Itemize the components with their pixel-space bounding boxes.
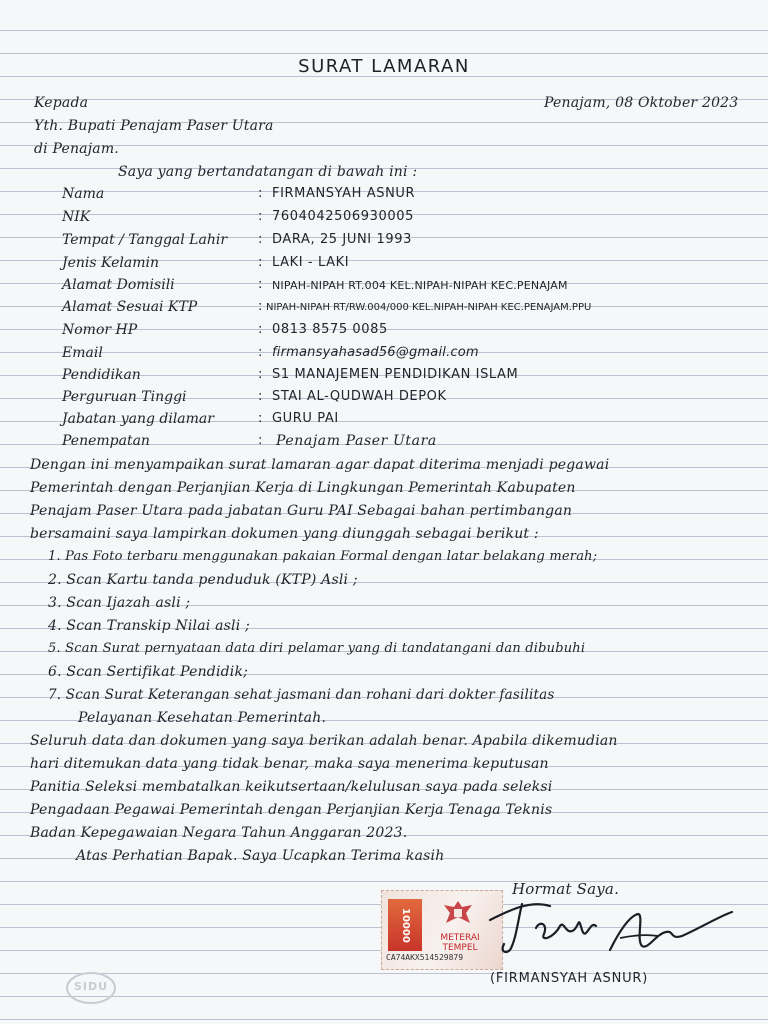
body-line: Pemerintah dengan Perjanjian Kerja di Lingkungan Pemerintah Kabupaten: [30, 480, 576, 496]
field-label: Jabatan yang dilamar: [62, 411, 214, 427]
field-label: Tempat / Tanggal Lahir: [62, 232, 228, 248]
stamp-serial: CA74AKX514529879: [386, 953, 464, 962]
field-label: Perguruan Tinggi: [62, 389, 187, 405]
list-item: 2. Scan Kartu tanda penduduk (KTP) Asli ;: [48, 572, 358, 588]
field-value-perguruan: STAI AL-QUDWAH DEPOK: [272, 389, 447, 404]
addressee-kepada: Kepada: [34, 95, 89, 111]
field-label: Jenis Kelamin: [62, 255, 159, 271]
stamp-value: 10000: [388, 899, 422, 951]
field-value-penempatan: Penajam Paser Utara: [276, 433, 437, 449]
closing-line: Panitia Seleksi membatalkan keikutsertaan/kelulusan saya pada seleksi: [30, 779, 553, 795]
field-value-domisili: NIPAH-NIPAH RT.004 KEL.NIPAH-NIPAH KEC.PENAJAM: [272, 279, 568, 292]
thanks-line: Atas Perhatian Bapak. Saya Ucapkan Terima kasih: [76, 848, 445, 864]
stamp-label: METERAI TEMPEL: [440, 933, 480, 953]
handwritten-letter-page: SURAT LAMARAN Kepada Penajam, 08 Oktober 2023 Yth. Bupati Penajam Paser Utara di Penajam. Saya yang bertandatangan di bawah ini : Nama : FIRMANSYAH ASNUR NIK : 7604042506930005 Tempat / Tanggal Lahir : DARA, 25 JUNI 1993 Jenis Kelamin : LAKI - LAKI Alamat Domisili : NIPAH-NIPAH RT.004 KEL.NIPAH-NIPAH KEC.PENAJAM Alamat Sesuai KTP : NIPAH-NIPAH RT/RW.004/000 KEL.NIPAH-NIPAH KEC.PENAJAM.PPU Nomor HP : 0813 8575 0085 Email : firmansyahasad56@gmail.com Pendidikan : S1 MANAJEMEN PENDIDIKAN ISLAM Perguruan Tinggi : STAI AL-QUDWAH DEPOK Jabatan yang dilamar : GURU PAI Penempatan : Penajam Paser Utara Dengan ini menyampaikan surat lamaran agar dapat diterima menjadi pegawai Pemerintah dengan Perjanjian Kerja di Lingkungan Pemerintah Kabupaten Penajam Paser Utara pada jabatan Guru PAI Sebagai bahan pertimbangan bersamaini saya lampirkan dokumen yang diunggah sebagai berikut : 1. Pas Foto terbaru menggunakan pakaian Formal dengan latar belakang merah; 2. Scan Kartu tanda penduduk (KTP) Asli ; 3. Scan Ijazah asli ; 4. Scan Transkip Nilai asli ; 5. Scan Surat pernyataan data diri pelamar yang di tandatangani dan dibubuhi 6. Scan Sertifikat Pendidik; 7. Scan Surat Keterangan sehat jasmani dan rohani dari dokter fasilitas Pelayanan Kesehatan Pemerintah. Seluruh data dan dokumen yang saya berikan adalah benar. Apabila dikemudian hari ditemukan data yang tidak benar, maka saya menerima keputusan Panitia Seleksi membatalkan keikutsertaan/kelulusan saya pada seleksi Pengadaan Pegawai Pemerintah dengan Perjanjian Kerja Tenaga Teknis Badan Kepegawaian Negara Tahun Anggaran 2023. Atas Perhatian Bapak. Saya Ucapkan Terima kasih Hormat Saya. 10000 METERAI TEMPEL CA74AKX514529879 (FIRMANSYAH ASNUR) SIDU: [0, 0, 768, 1024]
recipient-location: di Penajam.: [34, 141, 119, 157]
place-date: Penajam, 08 Oktober 2023: [544, 95, 739, 111]
list-item: 4. Scan Transkip Nilai asli ;: [48, 618, 250, 634]
field-value-alamat-ktp: NIPAH-NIPAH RT/RW.004/000 KEL.NIPAH-NIPAH KEC.PENAJAM.PPU: [266, 302, 592, 313]
watermark-logo: [64, 970, 118, 1006]
recipient: Yth. Bupati Penajam Paser Utara: [34, 118, 274, 134]
signatory-name: (FIRMANSYAH ASNUR): [490, 971, 649, 986]
list-item: 7. Scan Surat Keterangan sehat jasmani dan rohani dari dokter fasilitas: [48, 687, 555, 703]
field-value-pendidikan: S1 MANAJEMEN PENDIDIKAN ISLAM: [272, 367, 519, 382]
field-label: Alamat Domisili: [62, 277, 175, 293]
field-label: Nama: [62, 186, 105, 202]
field-value-nama: FIRMANSYAH ASNUR: [272, 186, 416, 201]
field-value-email: firmansyahasad56@gmail.com: [272, 345, 479, 360]
watermark-text: SIDU: [73, 980, 109, 993]
body-line: Penajam Paser Utara pada jabatan Guru PAI Sebagai bahan pertimbangan: [30, 503, 573, 519]
signoff-greeting: Hormat Saya.: [512, 880, 620, 898]
field-value-phone: 0813 8575 0085: [272, 322, 388, 337]
letter-title: SURAT LAMARAN: [298, 56, 470, 77]
field-label: Pendidikan: [62, 367, 141, 383]
list-item: Pelayanan Kesehatan Pemerintah.: [78, 710, 327, 726]
field-label: Email: [62, 345, 103, 361]
list-item: 3. Scan Ijazah asli ;: [48, 595, 191, 611]
closing-line: hari ditemukan data yang tidak benar, maka saya menerima keputusan: [30, 756, 549, 772]
field-value-gender: LAKI - LAKI: [272, 255, 350, 270]
closing-line: Badan Kepegawaian Negara Tahun Anggaran 2023.: [30, 825, 408, 841]
field-label: Nomor HP: [62, 322, 138, 338]
list-item: 6. Scan Sertifikat Pendidik;: [48, 664, 249, 680]
intro-line: Saya yang bertandatangan di bawah ini :: [118, 164, 418, 180]
field-value-ttl: DARA, 25 JUNI 1993: [272, 232, 412, 247]
list-item: 1. Pas Foto terbaru menggunakan pakaian Formal dengan latar belakang merah;: [48, 549, 598, 564]
field-value-jabatan: GURU PAI: [272, 411, 339, 426]
signature-scribble: [470, 880, 740, 970]
field-label: Penempatan: [62, 433, 150, 449]
body-line: Dengan ini menyampaikan surat lamaran agar dapat diterima menjadi pegawai: [30, 457, 610, 473]
closing-line: Pengadaan Pegawai Pemerintah dengan Perjanjian Kerja Tenaga Teknis: [30, 802, 553, 818]
list-item: 5. Scan Surat pernyataan data diri pelamar yang di tandatangani dan dibubuhi: [48, 641, 586, 656]
field-value-nik: 7604042506930005: [272, 209, 414, 224]
body-line: bersamaini saya lampirkan dokumen yang diunggah sebagai berikut :: [30, 526, 539, 542]
field-label: NIK: [62, 209, 91, 225]
closing-line: Seluruh data dan dokumen yang saya berikan adalah benar. Apabila dikemudian: [30, 733, 618, 749]
field-label: Alamat Sesuai KTP: [62, 299, 198, 315]
